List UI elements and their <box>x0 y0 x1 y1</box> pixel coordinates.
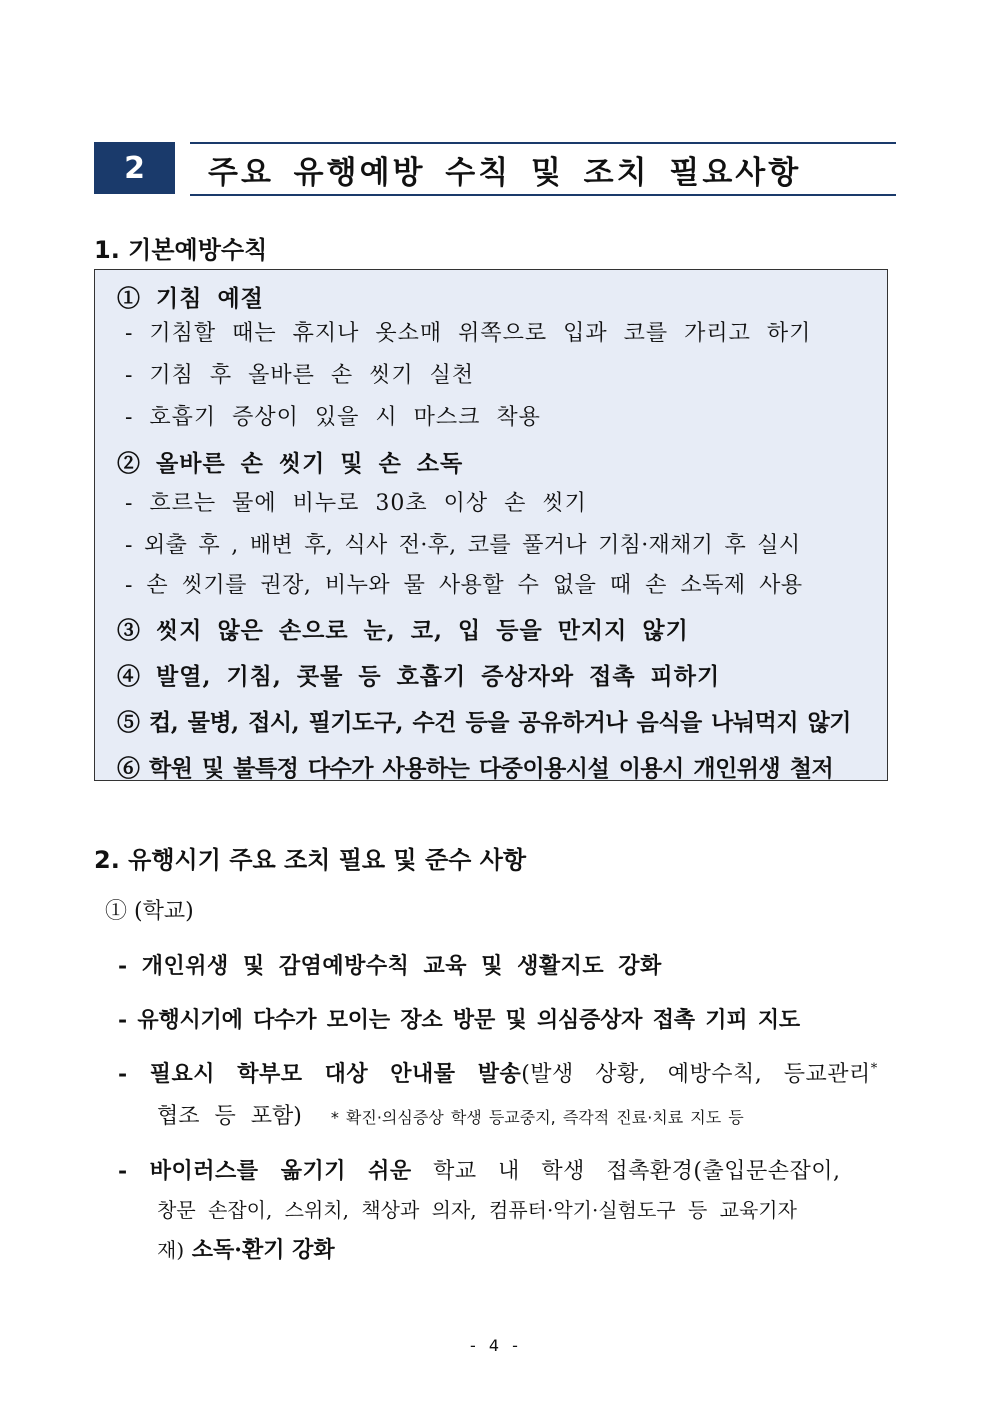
measure-line: - 유행시기에 다수가 모이는 장소 방문 및 의심증상자 접촉 기피 지도 <box>118 1007 800 1033</box>
measure-cont-text: 협조 등 포함) <box>157 1104 302 1129</box>
footnote-mark: * <box>870 1061 878 1077</box>
section-number: 2 <box>94 142 175 194</box>
basic-rules-box <box>94 269 888 781</box>
rule-sub: - 외출 후 , 배변 후, 식사 전·후, 코를 풀거나 기침·재채기 후 실시 <box>125 533 801 558</box>
measure-bold-text: - 바이러스를 옮기기 쉬운 <box>118 1158 412 1184</box>
rule-sub: - 흐르는 물에 비누로 30초 이상 손 씻기 <box>125 491 587 516</box>
school-sub-heading: ① (학교) <box>105 899 194 924</box>
measure-regular-text: (발생 상황, 예방수칙, 등교관리 <box>521 1062 871 1087</box>
rule-item: ① 기침 예절 <box>117 285 264 312</box>
section-title: 주요 유행예방 수칙 및 조치 필요사항 <box>208 154 802 191</box>
measure-continuation <box>157 1099 744 1130</box>
measure-cont-text: 재) <box>157 1238 185 1262</box>
measure-bold-text: 소독·환기 강화 <box>184 1237 335 1263</box>
measure-regular-text: 학교 내 학생 접촉환경(출입문손잡이, <box>411 1159 841 1184</box>
part2-heading: 2. 유행시기 주요 조치 필요 및 준수 사항 <box>94 846 527 874</box>
section-title-bar <box>190 142 896 196</box>
part1-heading: 1. 기본예방수칙 <box>94 236 268 264</box>
rule-sub: - 손 씻기를 권장, 비누와 물 사용할 수 없을 때 손 소독제 사용 <box>125 573 803 598</box>
rule-item: ③ 씻지 않은 손으로 눈, 코, 입 등을 만지지 않기 <box>117 617 689 644</box>
measure-continuation <box>157 1233 335 1264</box>
rule-item: ④ 발열, 기침, 콧물 등 호흡기 증상자와 접촉 피하기 <box>117 663 721 690</box>
measure-line <box>118 1057 878 1088</box>
measure-continuation: 창문 손잡이, 스위치, 책상과 의자, 컴퓨터·악기·실험도구 등 교육기자 <box>157 1198 797 1222</box>
page-number: - 4 - <box>470 1336 522 1355</box>
rule-item: ⑤ 컵, 물병, 접시, 필기도구, 수건 등을 공유하거나 음식을 나눠먹지 않기 <box>117 709 851 736</box>
rule-sub: - 호흡기 증상이 있을 시 마스크 착용 <box>125 405 541 430</box>
rule-item: ⑥ 학원 및 불특정 다수가 사용하는 다중이용시설 이용시 개인위생 철저 <box>117 755 834 782</box>
rule-sub: - 기침 후 올바른 손 씻기 실천 <box>125 363 475 388</box>
rule-item: ② 올바른 손 씻기 및 손 소독 <box>117 450 464 477</box>
measure-bold-text: - 필요시 학부모 대상 안내물 발송 <box>118 1061 522 1087</box>
footnote-note: * 확진·의심증상 학생 등교중지, 즉각적 진료·치료 지도 등 <box>330 1108 744 1127</box>
rule-sub: - 기침할 때는 휴지나 옷소매 위쪽으로 입과 코를 가리고 하기 <box>125 321 812 346</box>
measure-line: - 개인위생 및 감염예방수칙 교육 및 생활지도 강화 <box>118 953 662 979</box>
measure-line <box>118 1154 840 1185</box>
